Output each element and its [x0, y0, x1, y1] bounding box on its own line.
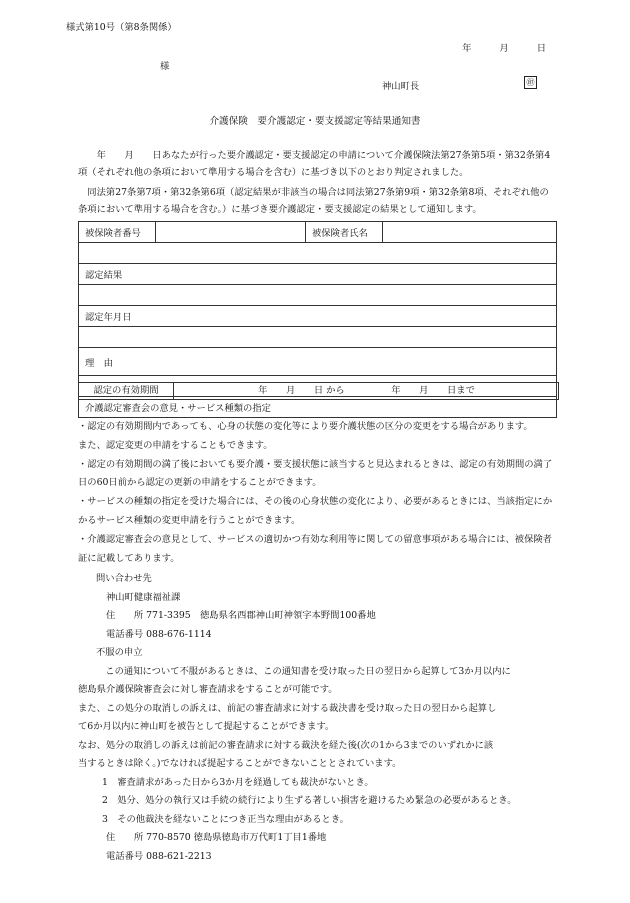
insured-name-field[interactable]	[383, 222, 557, 243]
validity-period	[78, 382, 559, 400]
certification-date-field[interactable]	[79, 306, 557, 327]
form-number: 様式第10号（第8条関係）	[66, 22, 177, 33]
insured-number-label: 被保険者番号	[79, 222, 156, 243]
appeal-line: て6か月以内に神山町を被告として提起することができます。	[78, 721, 335, 732]
note-item: ・サービスの種類の指定を受けた場合には、その後の心身状態の変化により、必要があるときには、当該指定にかかるサービス種類の変更申請を行うことができます。	[78, 496, 553, 526]
appeal-item: 1 審査請求があった日から3か月を経過しても裁決がないとき。	[102, 776, 374, 788]
appeal-line: また、この処分の取消しの訴えは、前記の審査請求に対する裁決書を受け取った日の翌日から起算し	[78, 702, 497, 714]
appeal-item: 2 処分、処分の執行又は手続の続行により生ずる著しい損害を避けるため緊急の必要があるとき。	[102, 795, 517, 806]
issuer: 神山町長	[382, 81, 420, 92]
opinion-label: 介護認定審査会の意見・サービス種類の指定	[85, 403, 271, 414]
seal-mark: ㊞	[524, 76, 537, 89]
validity-value[interactable]: 年 月 日 から 年 月 日まで	[258, 385, 475, 396]
appeal-address: 住 所 770-8570 徳島県徳島市万代町1丁目1番地	[106, 832, 327, 843]
notes	[78, 418, 558, 568]
note-item: また、認定変更の申請をすることもできます。	[78, 439, 273, 451]
document-title: 介護保険 要介護認定・要支援認定等結果通知書	[209, 116, 421, 127]
contact-heading: 問い合わせ先	[96, 573, 152, 584]
appeal-item: 3 その他裁決を経ないことにつき正当な理由があるとき。	[102, 813, 350, 825]
insured-number-field[interactable]	[156, 222, 306, 243]
addressee: 様	[160, 61, 170, 72]
appeal-line: 徳島県介護保険審査会に対し審査請求をすることが可能です。	[78, 684, 338, 695]
contact-phone: 電話番号 088-676-1114	[106, 628, 212, 640]
certification-date-label: 認定年月日	[85, 312, 132, 323]
appeal-line: この通知について不服があるときは、この通知書を受け取った日の翌日から起算して3か月以内に	[96, 665, 511, 677]
date-line	[462, 40, 546, 54]
contact-address: 住 所 771-3395 徳島県名西郡神山町神領字本野間100番地	[106, 610, 376, 621]
note-item: ・認定の有効期間の満了後においても要介護・要支援状態に該当すると見込まれるときは、認定の有効期間の満了日の60日前から認定の更新の申請をすることができます。	[78, 458, 553, 489]
paragraph-1: 年 月 日あなたが行った要介護認定・要支援認定の申請について介護保険法第27条第5項・第32条第4項（それぞれ他の条項において準用する場合を含む）に基づき以下のとおり判定されました。	[78, 150, 551, 178]
contact-department: 神山町健康福祉課	[106, 591, 181, 603]
appeal-line: なお、処分の取消しの訴えは前記の審査請求に対する裁決を経た後(次の1から3までのいずれかに該	[78, 739, 494, 751]
result-label: 認定結果	[85, 270, 123, 281]
appeal-line: 当するときは除く。)でなければ提起することができないこととされています。	[78, 758, 402, 769]
date-day: 日	[536, 43, 546, 54]
date-year: 年	[462, 43, 472, 54]
note-item: ・認定の有効期間内であっても、心身の状態の変化等により要介護状態の区分の変更をする場合があります。	[78, 421, 533, 432]
appeal-phone: 電話番号 088-621-2213	[106, 850, 212, 862]
appeal-heading: 不服の申立	[96, 647, 143, 658]
date-month: 月	[499, 43, 509, 54]
result-field[interactable]	[79, 264, 557, 285]
validity-label: 認定の有効期間	[79, 383, 174, 399]
contact-section	[78, 570, 517, 866]
paragraph-2: 同法第27条第7項・第32条第6項（認定結果が非該当の場合は同法第27条第9項・第32条第8項、それぞれ他の条項において準用する場合を含む。）に基づき要介護認定・要支援認定の結果として通知します。	[78, 187, 549, 215]
reason-label: 理 由	[85, 357, 113, 369]
insured-name-label: 被保険者氏名	[306, 222, 383, 243]
reason-field[interactable]	[79, 348, 557, 376]
note-item: ・介護認定審査会の意見として、サービスの適切かつ有効な利用等に関しての留意事項がある場合には、被保険者証に記載してあります。	[78, 533, 552, 564]
